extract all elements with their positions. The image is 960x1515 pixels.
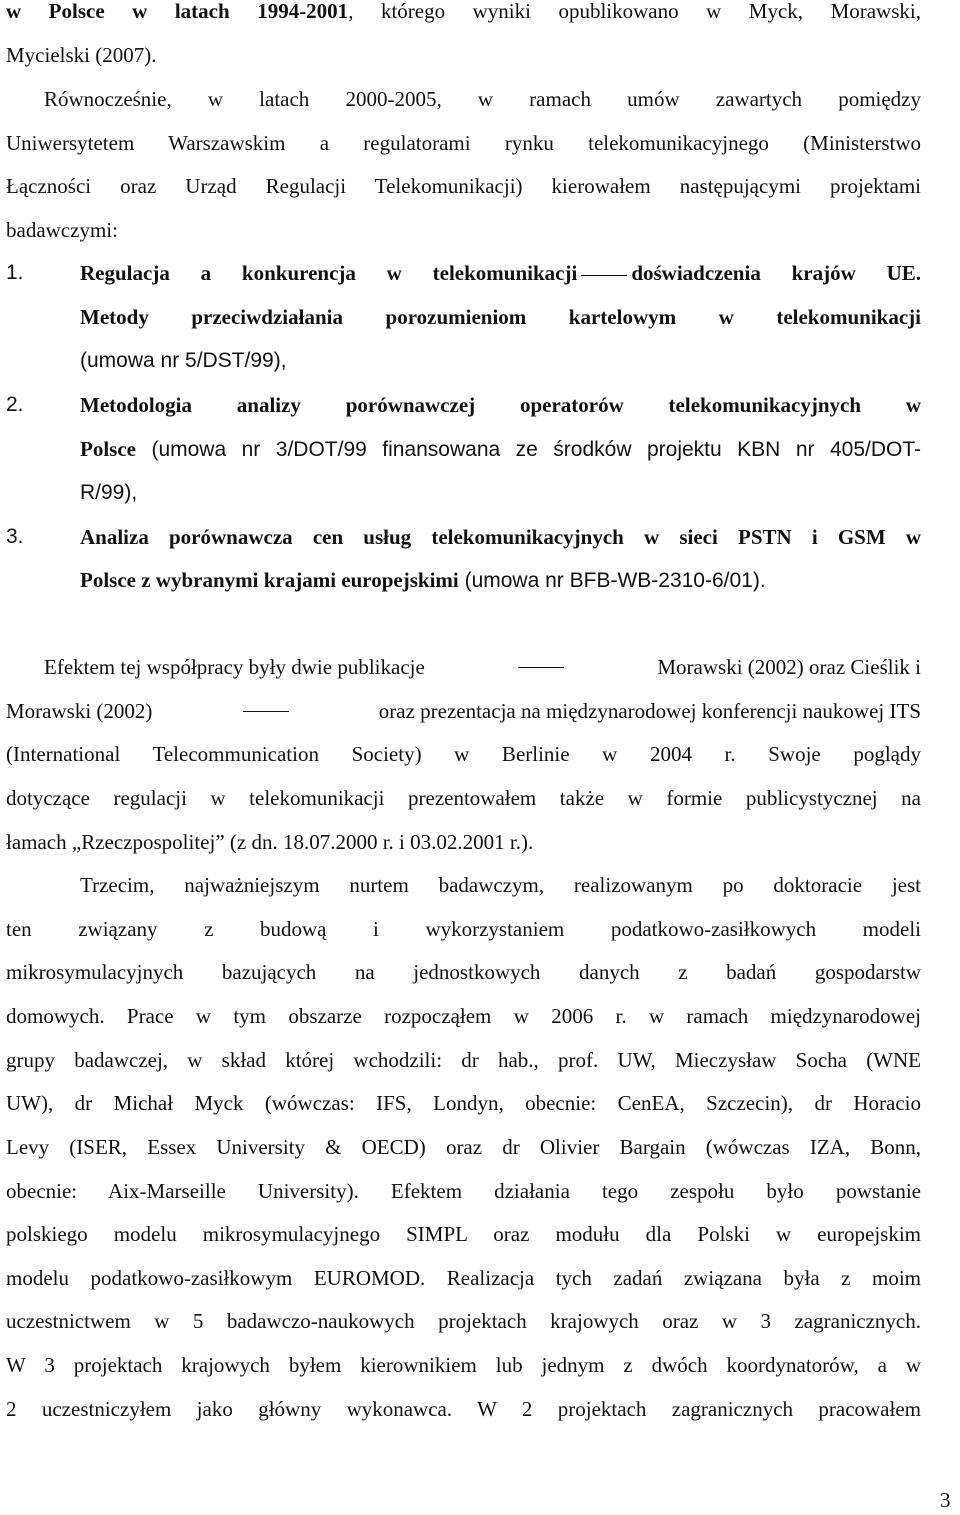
- project-number: 1.: [6, 261, 24, 284]
- project-1-contract: (umowa nr 5/DST/99),: [80, 349, 287, 372]
- para1-line-2: Uniwersytetem Warszawskim a regulatorami rynku telekomunikacyjnego (Ministerstwo: [6, 131, 921, 155]
- project-1-title-b: doświadczenia krajów UE.: [631, 261, 921, 285]
- para3-line-6: UW), dr Michał Myck (wówczas: IFS, Londyn, obecnie: CenEA, Szczecin), dr Horacio: [6, 1091, 921, 1115]
- para3-line-13: 2 uczestniczyłem jako główny wykonawca. W 2 projektach zagranicznych pracowałem: [6, 1397, 921, 1421]
- intro-text: , którego wyniki opublikowano w Myck, Morawski,: [348, 0, 921, 23]
- project-number: 3.: [6, 525, 24, 548]
- project-3-contract: (umowa nr BFB-WB-2310-6/01).: [458, 569, 766, 592]
- project-2-title-b: Polsce: [80, 437, 136, 461]
- para1-line-1: Równocześnie, w latach 2000-2005, w ramach umów zawartych pomiędzy: [44, 87, 921, 111]
- project-2-contract-end: R/99),: [80, 481, 138, 504]
- para2-line-5: łamach „Rzeczpospolitej” (z dn. 18.07.2000 r. i 03.02.2001 r.).: [6, 830, 534, 854]
- project-2-contract: (umowa nr 3/DOT/99 finansowana ze środków projektu KBN nr 405/DOT-: [135, 438, 921, 461]
- project-1-title-line-1: [80, 258, 921, 288]
- project-1-title-line-2: Metody przeciwdziałania porozumieniom kartelowym w telekomunikacji: [80, 305, 921, 329]
- page-number: 3: [940, 1488, 951, 1512]
- para3-line-8: obecnie: Aix-Marseille University). Efektem działania tego zespołu było powstanie: [6, 1179, 921, 1203]
- project-3-title-line-2: [80, 565, 921, 595]
- para2-text-d: oraz prezentacja na międzynarodowej konferencji naukowej ITS: [378, 699, 921, 723]
- project-2-title-line-2: [80, 434, 921, 464]
- para2-line-4: dotyczące regulacji w telekomunikacji prezentowałem także w formie publicystycznej na: [6, 786, 921, 810]
- project-number: 2.: [6, 393, 24, 416]
- project-3-title-line-1: Analiza porównawcza cen usług telekomunikacyjnych w sieci PSTN i GSM w: [80, 525, 921, 549]
- para3-line-5: grupy badawczej, w skład której wchodzili: dr hab., prof. UW, Mieczysław Socha (WNE: [6, 1048, 921, 1072]
- para2-text-b: Morawski (2002) oraz Cieślik i: [657, 655, 921, 679]
- project-2-title-line-1: Metodologia analizy porównawczej operatorów telekomunikacyjnych w: [80, 393, 921, 417]
- para2-text-c: Morawski (2002): [6, 699, 153, 723]
- para2-line-1: [44, 652, 921, 682]
- intro-line-2: Mycielski (2007).: [6, 43, 157, 67]
- intro-line-1: [6, 0, 921, 26]
- para3-line-9: polskiego modelu mikrosymulacyjnego SIMPL oraz modułu dla Polski w europejskim: [6, 1222, 921, 1246]
- em-dash: [243, 711, 289, 712]
- para3-line-7: Levy (ISER, Essex University & OECD) oraz dr Olivier Bargain (wówczas IZA, Bonn,: [6, 1135, 921, 1159]
- em-dash: [518, 667, 564, 668]
- para1-line-3: Łączności oraz Urząd Regulacji Telekomunikacji) kierowałem następującymi projektami: [6, 174, 921, 198]
- em-dash: [581, 275, 627, 276]
- para3-line-1: Trzecim, najważniejszym nurtem badawczym, realizowanym po doktoracie jest: [80, 873, 921, 897]
- intro-title: w Polsce w latach 1994-2001: [6, 0, 349, 23]
- para3-line-2: ten związany z budową i wykorzystaniem podatkowo-zasiłkowych modeli: [6, 917, 921, 941]
- para2-line-2: [6, 696, 921, 726]
- para2-text-a: Efektem tej współpracy były dwie publikacje: [44, 655, 425, 679]
- para1-line-4: badawczymi:: [6, 218, 118, 242]
- para3-line-11: uczestnictwem w 5 badawczo-naukowych projektach krajowych oraz w 3 zagranicznych.: [6, 1309, 921, 1333]
- para3-line-3: mikrosymulacyjnych bazujących na jednostkowych danych z badań gospodarstw: [6, 960, 921, 984]
- para3-line-10: modelu podatkowo-zasiłkowym EUROMOD. Realizacja tych zadań związana była z moim: [6, 1266, 921, 1290]
- para2-line-3: (International Telecommunication Society) w Berlinie w 2004 r. Swoje poglądy: [6, 742, 921, 766]
- para3-line-12: W 3 projektach krajowych byłem kierownikiem lub jednym z dwóch koordynatorów, a w: [6, 1353, 921, 1377]
- para3-line-4: domowych. Prace w tym obszarze rozpocząłem w 2006 r. w ramach międzynarodowej: [6, 1004, 921, 1028]
- project-1-title-a: Regulacja a konkurencja w telekomunikacji: [80, 261, 578, 285]
- project-3-title-b: Polsce z wybranymi krajami europejskimi: [80, 568, 459, 592]
